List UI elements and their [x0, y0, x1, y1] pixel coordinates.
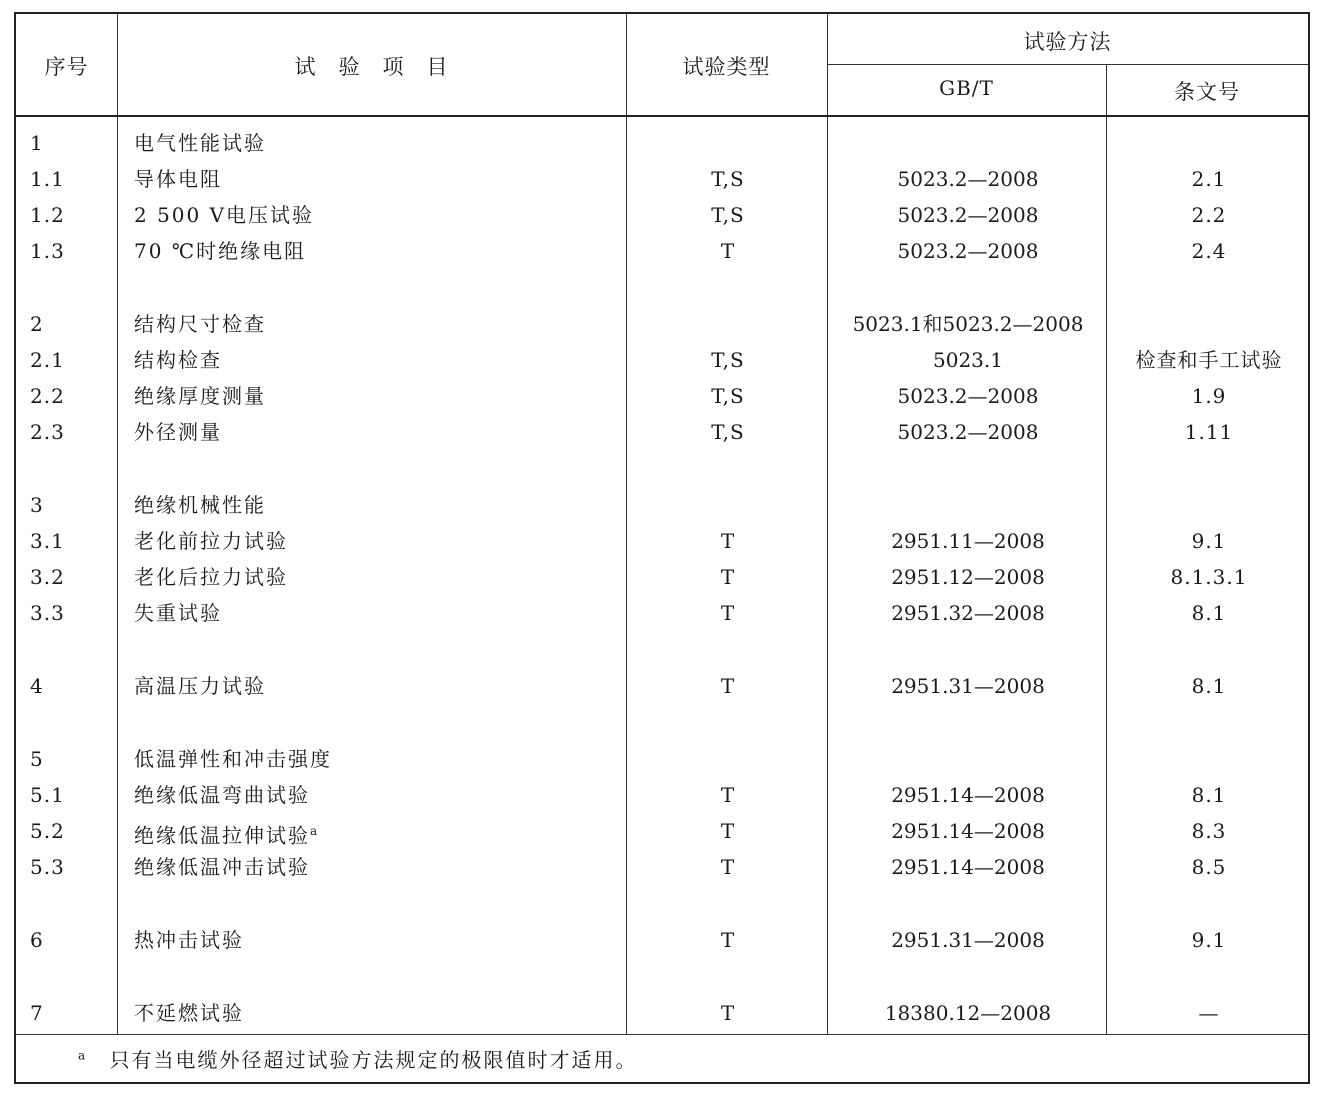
row-clause: 8.1.3.1: [1170, 565, 1248, 589]
row-num: 5.3: [30, 855, 65, 879]
row-clause: 2.2: [1191, 203, 1227, 227]
row-num: 3.1: [30, 529, 65, 553]
row-num: 2.1: [30, 348, 65, 372]
row-item: 外径测量: [134, 420, 222, 444]
row-gbt: 5023.1: [933, 348, 1003, 372]
row-type: [628, 309, 828, 339]
row-gbt: [828, 490, 1108, 520]
row-gbt: 2951.12—2008: [891, 565, 1045, 589]
test-table: [14, 12, 1310, 1084]
row-gbt: 5023.2—2008: [897, 167, 1039, 191]
row-item: 2 500 V电压试验: [134, 203, 315, 227]
row-num: 3.2: [30, 565, 65, 589]
row-item: 绝缘低温弯曲试验: [134, 783, 310, 807]
row-clause: 8.1: [1191, 674, 1227, 698]
row-clause: 9.1: [1191, 529, 1227, 553]
row-clause: 8.3: [1191, 819, 1227, 843]
row-type: [628, 744, 828, 774]
row-item: 绝缘厚度测量: [134, 384, 266, 408]
row-gbt: 2951.31—2008: [891, 674, 1045, 698]
header-item: 试 验 项 目: [294, 55, 449, 79]
row-type: T: [720, 783, 736, 807]
row-num: 1.1: [30, 167, 65, 191]
row-clause: [1108, 309, 1310, 339]
row-num: 1: [30, 131, 44, 155]
row-item: 老化后拉力试验: [134, 565, 288, 589]
row-num: 3: [30, 493, 44, 517]
footnote-ref: a: [310, 824, 320, 838]
row-gbt: 5023.2—2008: [897, 384, 1039, 408]
row-item: 结构尺寸检查: [134, 312, 266, 336]
row-clause: 2.4: [1191, 239, 1227, 263]
row-num: 5: [30, 747, 44, 771]
row-gbt: 5023.1和5023.2—2008: [852, 312, 1084, 336]
row-num: 5.1: [30, 783, 65, 807]
row-num: 4: [30, 674, 44, 698]
row-gbt: [828, 128, 1108, 158]
row-type: T,S: [711, 203, 745, 227]
footnote: [78, 1044, 638, 1073]
header-bottom-rule: [16, 115, 1308, 117]
row-type: T: [720, 601, 736, 625]
row-num: 1.2: [30, 203, 65, 227]
row-type: T: [720, 239, 736, 263]
col-divider-2: [626, 14, 627, 1034]
row-gbt: 5023.2—2008: [897, 239, 1039, 263]
footnote-divider: [16, 1034, 1308, 1035]
row-clause: [1108, 128, 1310, 158]
row-gbt: 5023.2—2008: [897, 203, 1039, 227]
header-method: 试验方法: [1023, 30, 1112, 54]
row-item: 绝缘机械性能: [134, 493, 266, 517]
header-clause: 条文号: [1174, 80, 1240, 104]
row-num: 1.3: [30, 239, 65, 263]
row-clause: 1.11: [1184, 420, 1234, 444]
row-gbt: [828, 744, 1108, 774]
row-gbt: 5023.2—2008: [897, 420, 1039, 444]
row-type: [628, 128, 828, 158]
row-gbt: 2951.14—2008: [891, 783, 1045, 807]
row-clause: 1.9: [1191, 384, 1227, 408]
row-type: T,S: [711, 167, 745, 191]
row-item: [134, 816, 319, 846]
row-clause: 8.1: [1191, 601, 1227, 625]
row-item: 电气性能试验: [134, 131, 266, 155]
row-type: T: [720, 1001, 736, 1025]
row-type: T,S: [711, 420, 745, 444]
row-item-text: 绝缘低温拉伸试验: [134, 823, 310, 848]
row-item: 70 ℃时绝缘电阻: [134, 239, 307, 263]
row-clause: 检查和手工试验: [1135, 348, 1283, 372]
row-num: 5.2: [30, 819, 65, 843]
row-type: T: [720, 565, 736, 589]
row-type: [628, 490, 828, 520]
row-type: T: [720, 855, 736, 879]
row-clause: 2.1: [1191, 167, 1227, 191]
header-num: 序号: [44, 55, 89, 79]
row-clause: [1108, 490, 1310, 520]
row-gbt: 2951.11—2008: [891, 529, 1045, 553]
row-gbt: 2951.14—2008: [891, 855, 1045, 879]
row-gbt: 2951.31—2008: [891, 928, 1045, 952]
row-num: 2: [30, 312, 44, 336]
header-gbt: GB/T: [939, 76, 994, 100]
row-type: T,S: [711, 348, 745, 372]
row-item: 绝缘低温冲击试验: [134, 855, 310, 879]
row-type: T: [720, 928, 736, 952]
row-item: 老化前拉力试验: [134, 529, 288, 553]
row-type: T: [720, 819, 736, 843]
col-divider-1: [117, 14, 118, 1034]
row-clause: 8.1: [1191, 783, 1227, 807]
footnote-text: 只有当电缆外径超过试验方法规定的极限值时才适用。: [109, 1048, 638, 1072]
row-gbt: 18380.12—2008: [884, 1001, 1052, 1025]
row-item: 导体电阻: [134, 167, 222, 191]
row-item: 失重试验: [134, 601, 222, 625]
row-clause: [1108, 744, 1310, 774]
row-clause: 9.1: [1191, 928, 1227, 952]
row-num: 3.3: [30, 601, 65, 625]
row-item: 高温压力试验: [134, 674, 266, 698]
row-type: T: [720, 674, 736, 698]
row-item: 低温弹性和冲击强度: [134, 747, 332, 771]
row-num: 6: [30, 928, 44, 952]
row-num: 7: [30, 1001, 44, 1025]
method-subheader-divider: [827, 64, 1308, 65]
row-type: T,S: [711, 384, 745, 408]
row-clause: 8.5: [1191, 855, 1227, 879]
row-clause: —: [1198, 1001, 1220, 1025]
row-item: 不延燃试验: [134, 1001, 244, 1025]
row-gbt: 2951.14—2008: [891, 819, 1045, 843]
row-num: 2.3: [30, 420, 65, 444]
row-num: 2.2: [30, 384, 65, 408]
row-item: 结构检查: [134, 348, 222, 372]
footnote-marker: a: [78, 1048, 88, 1063]
row-type: T: [720, 529, 736, 553]
header-type: 试验类型: [682, 55, 771, 79]
row-gbt: 2951.32—2008: [891, 601, 1045, 625]
row-item: 热冲击试验: [134, 928, 244, 952]
